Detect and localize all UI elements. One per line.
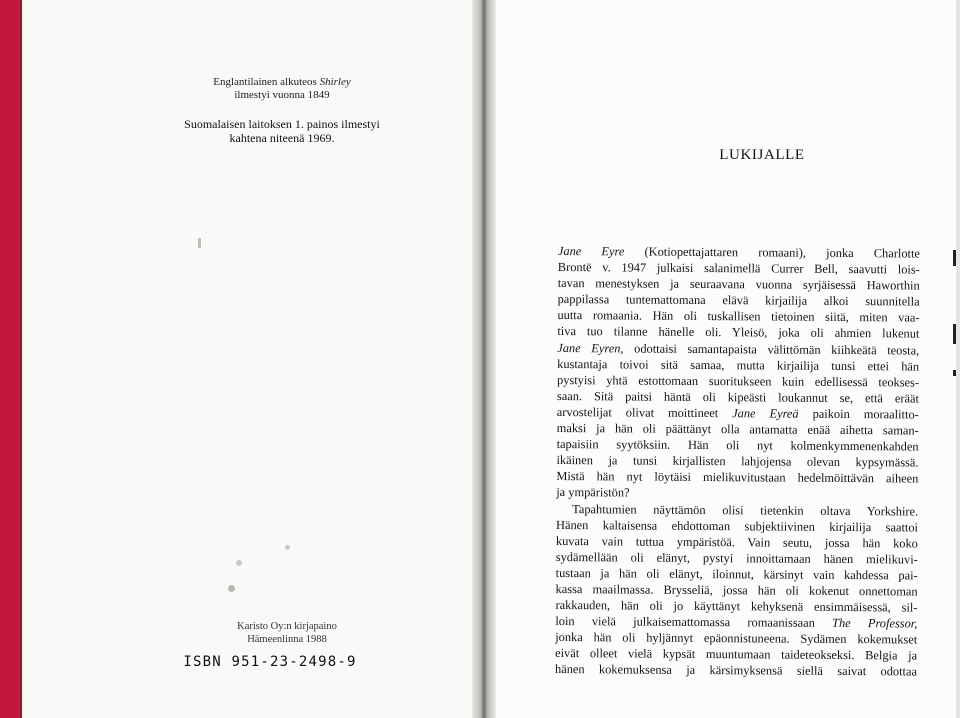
text-line: tavan menestyksen ja seuraavana vuonna syrjäisessä Haworthin <box>557 276 920 293</box>
text-line: kustantaja toivoi sitä samaa, mutta kirjailija tunsi ettei hän <box>557 356 920 374</box>
paper-speck <box>228 585 235 592</box>
text-line: ikäinen ja tunsi kirjallisten lahjojensa olevan kypsymässä. <box>556 453 919 470</box>
printer-line-1: Karisto Oy:n kirjapaino <box>237 621 337 632</box>
text-line: tustaan ja hän oli elänyt, iloinnut, kärsinyt vain kahdessa pai- <box>555 565 918 583</box>
edge-mark <box>953 370 956 376</box>
text-line: tapaisiin syytöksiin. Hän oli nyt kolmenkymmenenkahden <box>556 437 919 454</box>
text-line: Tapahtumien näyttämön olisi tietenkin oltava Yorkshire. <box>572 501 919 519</box>
text-line: Jane Eyren, odottaisi samantapaista välittömän kiihkeätä teosta, <box>557 340 920 358</box>
text-line: eivät olleet vielä kypsät muuntumaan taideteokseksi. Belgia ja <box>555 646 918 663</box>
right-page-edge <box>956 0 960 718</box>
edge-mark <box>953 324 956 344</box>
italic-title: Jane Eyre <box>557 243 625 259</box>
italic-title: Jane Eyren, <box>557 340 624 356</box>
printer-note <box>192 620 382 646</box>
paper-speck <box>285 545 290 550</box>
finnish-edition-line-2: kahtena niteenä 1969. <box>229 131 335 145</box>
edge-mark <box>953 250 956 266</box>
foreword-text <box>555 243 920 680</box>
text-line: uutta romaania. Hän oli tuskallisen tietoinen siitä, miten vaa- <box>557 308 920 325</box>
printer-line-2: Hämeenlinna 1988 <box>247 634 327 645</box>
finnish-edition-note <box>172 117 392 145</box>
original-edition-line-2: ilmestyi vuonna 1849 <box>234 89 330 101</box>
original-edition-note <box>172 76 392 102</box>
italic-title: Jane Eyreä <box>732 406 799 421</box>
text-line: maksi ja hän oli päättänyt olla antamatta enää aihetta saman- <box>556 421 919 438</box>
original-title: Shirley <box>319 76 351 88</box>
text-line: rakkauden, hän oli jo käyttänyt kehyksenä ensimmäisessä, sil- <box>555 598 918 615</box>
text-line: tiva tuo tilanne hänelle oli. Yleisö, joka oli ahmien lukenut <box>557 324 920 341</box>
text-line: loin vielä julkaisemattomassa romaanissaan The Professor, <box>555 614 918 631</box>
text-line: Mistä hän nyt löytäisi mielikuvitustaan hedelmöittävän aiheen <box>556 469 919 486</box>
text-line: Brontë v. 1947 julkaisi salanimellä Currer Bell, saavutti lois- <box>557 260 920 277</box>
isbn: ISBN 951-23-2498-9 <box>183 654 357 670</box>
original-edition-line-1: Englantilainen alkuteos Shirley <box>213 76 351 88</box>
text-line: pystyisi yhtä estottomaan suoritukseen kuin edellisessä teokses- <box>556 372 920 390</box>
paper-speck <box>198 238 201 248</box>
text-line: Hänen kaltaisensa ehdottoman subjektiivinen kirjailija saattoi <box>555 517 919 535</box>
text-line: ja ympäristön? <box>556 485 630 500</box>
finnish-edition-line-1: Suomalaisen laitoksen 1. painos ilmestyi <box>184 117 380 131</box>
text-line: hänen kokemuksensa ja kärsimyksensä siellä saivat odottaa <box>554 662 918 679</box>
left-page <box>22 0 478 718</box>
book-gutter <box>472 0 496 718</box>
text-line: pappilassa tuntemattomana elävä kirjailija alkoi suunnitella <box>557 292 920 309</box>
text-line: saan. Sitä paitsi häntä oli kipeästi loukannut se, että eräät <box>556 388 919 406</box>
italic-title: The Professor, <box>832 616 918 631</box>
text-line: Jane Eyre (Kotiopettajattaren romaani), jonka Charlotte <box>557 243 920 261</box>
text-line: kuvata vain tuttua ympäristöä. Vain seutu, jossa hän koko <box>555 533 918 551</box>
page-title: LUKIJALLE <box>719 147 805 163</box>
text-line: arvostelijat olivat moittineet Jane Eyreä paikoin moraalitto- <box>556 404 919 422</box>
text-line: kassa maailmassa. Brysseliä, jossa hän oli kokenut onnettoman <box>555 581 918 599</box>
paper-speck <box>236 560 242 566</box>
text-line: jonka hän oli hyljännyt epäonnistuneena. Sydämen kokemukset <box>555 630 918 647</box>
book-edge-red <box>0 0 20 718</box>
text-line: sydämellään oli elänyt, pystyi innoittamaan hänen mielikuvi- <box>555 549 918 567</box>
